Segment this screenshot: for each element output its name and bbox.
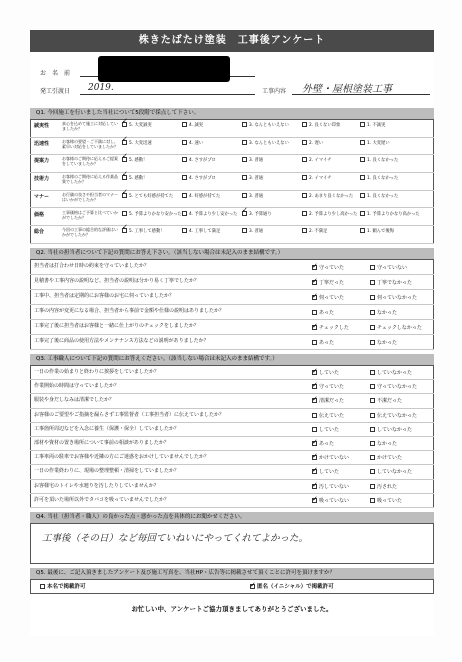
q1-option-label: 1. 良くなかった [367, 176, 399, 182]
thanks-message: お忙しい中、アンケートご協力頂きましてありがとうございました。 [131, 605, 333, 613]
q3-option[interactable] [312, 483, 349, 490]
q1-option-label: 5. 大変誠実 [129, 123, 152, 128]
work-label: 工事内容 [262, 88, 287, 95]
q1-option[interactable] [302, 122, 362, 128]
q2-option-label: なかった [377, 339, 398, 346]
q3-option-label: していなかった [377, 426, 413, 433]
q2-question: 工事完了後に担当者はお客様と一緒に仕上がりのチェックをしましたか？ [34, 323, 199, 329]
q1-option[interactable] [182, 228, 242, 234]
q1-checkbox[interactable] [242, 175, 247, 180]
q3-checkbox[interactable] [370, 370, 375, 375]
q3-option[interactable] [370, 426, 412, 433]
q1-option[interactable] [302, 157, 362, 163]
q1-option[interactable] [360, 193, 420, 199]
q3-question: お客様宅のトイレや水廻りを汚したりしていませんか？ [34, 482, 159, 489]
q3-option-label: していなかった [377, 370, 413, 377]
q3-question: 一日の作業の始まりと終わりに挨拶をしていましたか？ [34, 369, 160, 375]
q3-checkbox[interactable] [312, 441, 317, 446]
q2-checkbox[interactable] [370, 280, 375, 285]
q1-checkbox[interactable] [360, 193, 365, 198]
q2-row [30, 260, 434, 275]
q3-option[interactable] [370, 454, 402, 461]
q3-checkbox[interactable] [370, 484, 375, 489]
work-value: 外壁・屋根塗装工事 [302, 84, 392, 95]
q1-rating-row [30, 191, 434, 209]
q1-option[interactable] [302, 193, 362, 199]
q3-checkbox[interactable] [370, 441, 375, 446]
q3-option[interactable] [370, 369, 412, 376]
q3-checkbox[interactable] [370, 384, 375, 389]
q1-option[interactable] [182, 211, 242, 217]
q3-question: 作業開始の時間は守っていましたか？ [34, 383, 120, 390]
q1-checkbox[interactable] [360, 175, 365, 180]
q1-question: 真心を込めて施工に対応していましたか？ [62, 121, 118, 131]
q1-checkbox[interactable] [302, 175, 307, 180]
q1-option[interactable] [122, 211, 182, 217]
q1-checkbox[interactable] [242, 211, 247, 216]
q3-checkbox[interactable] [312, 398, 317, 403]
q4-answer[interactable]: 工事後（その日）など毎回ていねいにやってくれてよかった。 [42, 533, 309, 544]
name-label: お 名 前 [40, 70, 71, 77]
q2-option[interactable] [312, 309, 334, 316]
q1-option[interactable] [302, 140, 362, 146]
q3-row [30, 437, 434, 451]
q2-option-label: 丁寧だった [319, 279, 345, 286]
q2-option[interactable] [312, 279, 344, 286]
q1-checkbox[interactable] [122, 175, 127, 180]
q1-checkbox[interactable] [122, 122, 127, 127]
q1-option[interactable] [182, 140, 242, 146]
q1-checkbox[interactable] [360, 122, 365, 127]
q1-option-label: 1. 予算よりかなり高かった [367, 211, 420, 217]
q1-option-label: 1. 良くなかった [367, 158, 399, 164]
q1-rating-row [30, 173, 434, 191]
q1-checkbox[interactable] [302, 211, 307, 216]
q2-checkbox[interactable] [312, 310, 317, 315]
q1-option-label: 3. なんともいえない [249, 140, 289, 146]
q5-option-real-name[interactable]: 本名で掲載許可 [40, 582, 86, 590]
q1-option-label: 5. 工事して感動！ [129, 229, 165, 235]
q1-option[interactable] [122, 175, 182, 181]
q3-option-label: あった [319, 441, 334, 448]
q1-category: 誠実性 [34, 123, 50, 129]
q1-option[interactable] [302, 228, 362, 234]
q2-row [30, 275, 434, 290]
q1-checkbox[interactable] [182, 122, 187, 127]
q2-option-label: チェックしなかった [377, 324, 422, 331]
q3-option-label: 伝えていなかった [377, 412, 418, 419]
q1-checkbox[interactable] [122, 157, 127, 162]
q2-row [30, 335, 434, 350]
q1-option[interactable] [122, 228, 182, 234]
q2-option-label: あった [319, 339, 334, 346]
date-value: 2019. [88, 83, 114, 93]
q3-option-label: かけていない [319, 455, 350, 462]
q1-checkbox[interactable] [360, 157, 365, 162]
q2-checkbox[interactable] [370, 340, 375, 345]
q5-checkbox-initials[interactable] [250, 584, 255, 589]
q3-question: 服装や身だしなみは清潔でしたか？ [34, 397, 115, 404]
q1-category: 技術力 [34, 176, 50, 183]
q2-question: 見積書や工事内容の説明など、担当者の説明は分かり易く丁寧でしたか？ [34, 278, 200, 284]
q3-checkbox[interactable] [312, 455, 317, 460]
q1-category: 価格 [34, 211, 45, 218]
q1-option[interactable] [242, 228, 302, 234]
q3-option[interactable] [312, 440, 334, 447]
q1-checkbox[interactable] [122, 228, 127, 233]
q3-option-label: 不潔だった [377, 398, 403, 405]
q3-option[interactable] [370, 412, 417, 419]
date-line [80, 94, 255, 95]
q2-option[interactable] [370, 339, 397, 346]
q2-row [30, 290, 434, 305]
q3-option-label: かけていた [377, 455, 403, 462]
q1-option[interactable] [242, 211, 302, 217]
q1-checkbox[interactable] [122, 193, 127, 198]
q2-checkbox[interactable] [312, 325, 317, 330]
q2-option-label: 丁寧でなかった [377, 279, 413, 286]
q1-checkbox[interactable] [302, 122, 307, 127]
q1-option-label: 1. 頼んで後悔 [367, 229, 394, 235]
q3-option[interactable] [312, 426, 339, 433]
q1-option[interactable] [182, 122, 242, 128]
q3-option-label: していた [319, 469, 340, 476]
q1-option-label: 4. 誠実 [189, 123, 204, 128]
q1-option-label: 5. 感動！ [129, 158, 148, 164]
date-label: 発工引渡日 [40, 88, 71, 95]
q3-checkbox[interactable] [370, 398, 375, 403]
q3-row [30, 423, 434, 437]
q2-option[interactable] [312, 339, 334, 346]
q2-option[interactable] [312, 294, 344, 301]
q1-option-label: 3. 普通 [249, 229, 264, 235]
q1-checkbox[interactable] [182, 211, 187, 216]
q1-option[interactable] [182, 193, 242, 199]
q3-option[interactable] [312, 497, 349, 504]
q1-question: お客様のご期待に応えるご提案をしていましたか？ [62, 156, 118, 167]
q1-question: お客様のご期待に応える作業品質でしたか？ [62, 174, 118, 185]
q2-checkbox[interactable] [312, 280, 317, 285]
q3-option[interactable] [370, 383, 417, 390]
q2-question: 工事完了後に商品の使用方法やメンテナンス方法などの説明がありましたか？ [34, 338, 209, 344]
q3-option-label: 清潔だった [319, 398, 345, 405]
q1-option[interactable] [360, 228, 420, 234]
q3-checkbox[interactable] [312, 484, 317, 489]
q1-option[interactable] [122, 140, 182, 146]
q1-option-label: 2. 予算より少し高かった [309, 211, 358, 217]
q2-option[interactable] [312, 264, 344, 271]
q1-question: お客様の要望・ご不満に対し、素早い対応をしていましたか？ [62, 138, 118, 149]
q2-question: 工事中、担当者は定期的にお客様のお宅に伺っていましたか？ [34, 293, 175, 299]
q2-option[interactable] [370, 294, 417, 301]
q1-category: 迅速性 [34, 140, 50, 147]
q3-checkbox[interactable] [370, 498, 375, 503]
q1-checkbox[interactable] [360, 211, 365, 216]
q1-option[interactable] [360, 211, 420, 217]
q1-option-label: 4. さすがプロ [189, 158, 216, 164]
q3-question: 工事車両の駐車でお客様や近隣の方にご迷惑をおかけしていませんでしたか？ [34, 454, 210, 461]
q3-option-label: なかった [377, 441, 398, 448]
q1-option-label: 4. 速い [189, 140, 204, 146]
q1-option-label: 4. 好感が持てた [189, 193, 221, 199]
q1-option-label: 1. 不誠実 [367, 123, 386, 128]
q3-option[interactable] [370, 497, 402, 504]
q1-option[interactable] [360, 157, 420, 163]
q1-option[interactable] [360, 122, 420, 128]
q1-option-label: 4. さすがプロ [189, 176, 216, 182]
q1-option-label: 5. 予算よりかなり安かった [129, 211, 182, 217]
q1-checkbox[interactable] [182, 140, 187, 145]
q3-question: 一日の作業終わりに、現場の整理整頓・清掃をしていましたか？ [34, 468, 180, 475]
q1-option[interactable] [122, 122, 182, 128]
q3-option[interactable] [312, 468, 339, 475]
q2-option-label: チェックした [319, 324, 349, 331]
q1-option-label: 2. 遅い [309, 140, 324, 146]
q2-option-label: あった [319, 309, 334, 316]
q3-option-label: 汚していない [319, 483, 350, 490]
q1-checkbox[interactable] [302, 157, 307, 162]
q3-question: お客様のご要望やご指摘を漏らさず工事監督者（工事担当者）に伝えていましたか？ [34, 411, 225, 418]
q2-checkbox[interactable] [312, 340, 317, 345]
q3-option-label: していた [319, 426, 340, 433]
q3-question: 工事箇所周辺などを入念に養生（保護・保全）していましたか？ [34, 425, 180, 432]
q1-option-label: 5. 感動！ [129, 176, 148, 182]
q3-checkbox[interactable] [370, 427, 375, 432]
q3-checkbox[interactable] [312, 427, 317, 432]
q2-row [30, 320, 434, 335]
q2-option[interactable] [370, 264, 407, 271]
q3-option[interactable] [370, 440, 397, 447]
q1-category: 提案力 [34, 158, 50, 165]
q1-checkbox[interactable] [242, 122, 247, 127]
q2-checkbox[interactable] [370, 310, 375, 315]
q1-option-label: 1. 良くなかった [367, 193, 399, 199]
survey-sheet [30, 30, 434, 636]
q1-option-label: 5. 大変迅速 [129, 140, 152, 146]
q3-row [30, 409, 434, 423]
q1-checkbox[interactable] [182, 157, 187, 162]
q1-option-label: 4. 予算より少し安かった [189, 211, 238, 217]
q3-option-label: 守っていた [319, 384, 345, 391]
q3-row [30, 480, 434, 494]
q2-option-label: 伺っていた [319, 294, 345, 301]
q3-option[interactable] [312, 369, 339, 376]
q1-option[interactable] [242, 157, 302, 163]
q1-checkbox[interactable] [302, 228, 307, 233]
q3-title: Q3. 工事職人について下記の質問にお答えください。（該当しない場合は未記入のまま結構です。） [30, 354, 434, 366]
q3-checkbox[interactable] [312, 384, 317, 389]
q3-checkbox[interactable] [312, 370, 317, 375]
q2-question: 工事の内容が変更になる場合、担当者から事前で金額や仕様の説明はありましたか？ [34, 308, 225, 314]
q1-option[interactable] [242, 140, 302, 146]
q1-option[interactable] [302, 211, 362, 217]
q1-checkbox[interactable] [302, 193, 307, 198]
q2-checkbox[interactable] [312, 265, 317, 270]
q3-checkbox[interactable] [370, 469, 375, 474]
q3-option-label: していなかった [377, 469, 413, 476]
q1-option-label: 3. 普通 [249, 158, 264, 164]
q1-question: 工事価格はご予算と比べていかがでしたか？ [62, 209, 118, 220]
q1-checkbox[interactable] [182, 228, 187, 233]
q1-option[interactable] [182, 157, 242, 163]
q3-row [30, 451, 434, 465]
q1-option[interactable] [302, 175, 362, 181]
q1-checkbox[interactable] [360, 228, 365, 233]
q1-checkbox[interactable] [242, 157, 247, 162]
q1-option-label: 2. イマイチ [309, 158, 332, 164]
q1-option[interactable] [122, 157, 182, 163]
q1-option-label: 3. 普通 [249, 176, 264, 182]
redacted-name [98, 56, 230, 82]
q3-row [30, 394, 434, 408]
q2-checkbox[interactable] [370, 265, 375, 270]
q1-option-label: 3. なんともいえない [249, 123, 289, 128]
q1-rating-row [30, 155, 434, 173]
q1-rating-row [30, 138, 434, 156]
q1-question: お行儀の良さや担当者のマナーはいかがでしたか？ [62, 191, 118, 202]
q1-title: Q1. 今回施工を行いました当社について5段階で採点して下さい。 [30, 108, 434, 120]
q1-option-label: 1. 大変遅い [367, 140, 390, 146]
q2-title: Q2. 当社の担当者について下記の質問にお答え下さい。（該当しない場合は未記入のまま結構です。） [30, 248, 434, 260]
q1-option-label: 5. とても好感が持てた [129, 193, 174, 199]
q3-option-label: 吸っていない [319, 497, 350, 504]
q1-rating-row [30, 120, 434, 138]
q3-checkbox[interactable] [370, 413, 375, 418]
q2-checkbox[interactable] [370, 325, 375, 330]
q3-row [30, 366, 434, 380]
q3-question: 部材や資材の置き場所について事前の相談がありましたか？ [34, 440, 169, 446]
q1-option-label: 3. 普通 [249, 193, 264, 199]
q1-checkbox[interactable] [242, 140, 247, 145]
q5-option-initials[interactable]: ✓ 匿名（イニシャル）で掲載許可 [250, 582, 334, 590]
q3-option-label: 吸っていた [377, 497, 403, 504]
q1-option-label: 2. イマイチ [309, 176, 332, 182]
q3-option[interactable] [312, 383, 344, 390]
q2-option-label: 守っていた [319, 264, 345, 271]
q2-option[interactable] [312, 324, 349, 331]
q3-option[interactable] [312, 397, 344, 404]
q2-question: 担当者は打合わせ日時の約束を守っていましたか？ [34, 263, 150, 269]
q1-checkbox[interactable] [360, 140, 365, 145]
q3-row [30, 465, 434, 479]
q1-checkbox[interactable] [122, 211, 127, 216]
q3-question: 許可を頂いた場所以外でタバコを吸っていませんでしたか？ [34, 496, 169, 503]
q1-option[interactable] [122, 193, 182, 199]
q3-checkbox[interactable] [312, 413, 317, 418]
q3-option[interactable] [370, 483, 397, 490]
q2-option-label: 守っていない [377, 264, 408, 271]
q3-row [30, 494, 434, 508]
q1-question: 今回の工事の総合的な評価はいかがでしたか？ [62, 227, 118, 238]
q1-category: マナー [34, 193, 50, 200]
q1-option[interactable] [242, 193, 302, 199]
q1-option-label: 2. あまり良くなかった [309, 193, 354, 199]
q3-option-label: 汚された [377, 483, 398, 490]
q3-option[interactable] [370, 397, 402, 404]
q1-checkbox[interactable] [122, 140, 127, 145]
q3-option[interactable] [312, 454, 349, 461]
q2-checkbox[interactable] [370, 295, 375, 300]
q1-option[interactable] [360, 140, 420, 146]
q5-checkbox-real-name[interactable] [40, 584, 45, 589]
q5-title: Q5. 最後に、ご記入頂きましたアンケート及び施工写真を、当社HP・広告等に掲載させて頂くことに許可を頂けますか？ [30, 568, 434, 580]
q2-checkbox[interactable] [312, 295, 317, 300]
q1-checkbox[interactable] [182, 175, 187, 180]
q3-row [30, 380, 434, 394]
q1-option-label: 2. 不満足 [309, 229, 328, 235]
q4-title: Q4. 当社（担当者・職人）の良かった点・悪かった点を具体的にお聞かせください。 [30, 512, 434, 524]
q1-option[interactable] [182, 175, 242, 181]
q2-option[interactable] [370, 309, 397, 316]
q1-checkbox[interactable] [182, 193, 187, 198]
q1-option[interactable] [242, 122, 302, 128]
q2-row [30, 305, 434, 320]
q3-checkbox[interactable] [370, 455, 375, 460]
q2-option[interactable] [370, 324, 422, 331]
q1-rating-row [30, 226, 434, 244]
q1-option-label: 4. 工事して満足 [189, 229, 221, 235]
q1-checkbox[interactable] [242, 228, 247, 233]
q3-option-label: 守っていなかった [377, 384, 418, 391]
q2-option[interactable] [370, 279, 412, 286]
q3-option-label: 伝えていた [319, 412, 345, 419]
q1-checkbox[interactable] [242, 193, 247, 198]
q3-option[interactable] [370, 468, 412, 475]
q3-checkbox[interactable] [312, 469, 317, 474]
q3-option[interactable] [312, 412, 344, 419]
q1-category: 総合 [34, 229, 45, 236]
q1-rating-row [30, 209, 434, 227]
page-title: 株きたばたけ塗装 工事後アンケート [30, 30, 434, 52]
q3-checkbox[interactable] [312, 498, 317, 503]
q1-option[interactable] [360, 175, 420, 181]
q1-option-label: 2. 良くない印象 [309, 123, 341, 128]
q1-option[interactable] [242, 175, 302, 181]
q1-option-label: 3. 予算通り [249, 211, 272, 217]
q2-option-label: なかった [377, 309, 398, 316]
q1-checkbox[interactable] [302, 140, 307, 145]
q2-option-label: 伺っていなかった [377, 294, 418, 301]
q3-option-label: していた [319, 370, 340, 377]
